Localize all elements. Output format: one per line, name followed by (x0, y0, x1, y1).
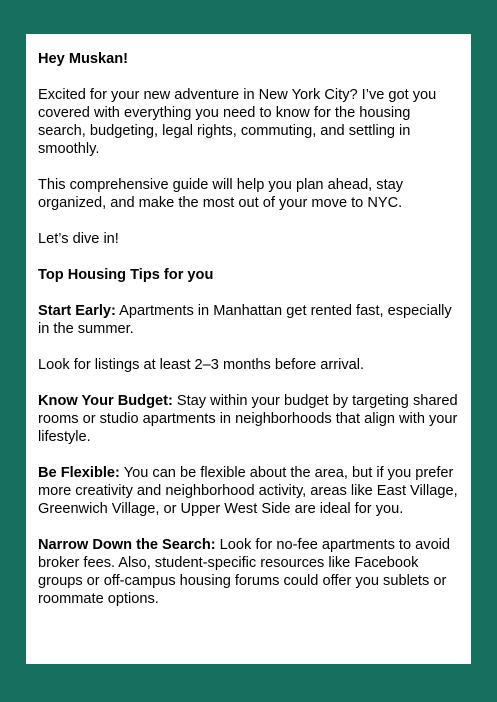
tip-heading: Narrow Down the Search: (38, 537, 216, 553)
document-card (26, 34, 471, 664)
tip-text: Stay within your budget by targeting shared rooms or studio apartments in neighborhoods that align with your lifestyle. (38, 393, 458, 445)
tip-heading: Know Your Budget: (38, 393, 173, 409)
intro-paragraph: Excited for your new adventure in New York City? I’ve got you covered with everything you need to know for the housing search, budgeting, legal rights, commuting, and settling in smoothly. (38, 87, 437, 157)
tip-heading: Start Early: (38, 303, 116, 319)
tip-heading: Be Flexible: (38, 465, 120, 481)
tip-narrow-search (38, 536, 459, 608)
tip-text: Look for no-fee apartments to avoid broker fees. Also, student-specific resources like Facebook groups or off-campus housing forums could offer you sublets or roommate options. (38, 537, 451, 607)
dive-in-paragraph: Let’s dive in! (38, 231, 119, 247)
tip-text: You can be flexible about the area, but if you prefer more creativity and neighborhood activity, areas like East Village, Greenwich Village, or Upper West Side are ideal for you. (38, 465, 458, 517)
tip-know-budget (38, 392, 459, 446)
tip-text: Apartments in Manhattan get rented fast, especially in the summer. (38, 303, 452, 337)
tip-be-flexible (38, 464, 459, 518)
tip-listings-timing (38, 356, 459, 374)
tip-start-early (38, 302, 459, 338)
greeting: Hey Muskan! (38, 51, 129, 67)
tip-text: Look for listings at least 2–3 months before arrival. (38, 357, 365, 373)
section-title: Top Housing Tips for you (38, 267, 214, 283)
guide-paragraph: This comprehensive guide will help you plan ahead, stay organized, and make the most out of your move to NYC. (38, 177, 404, 211)
